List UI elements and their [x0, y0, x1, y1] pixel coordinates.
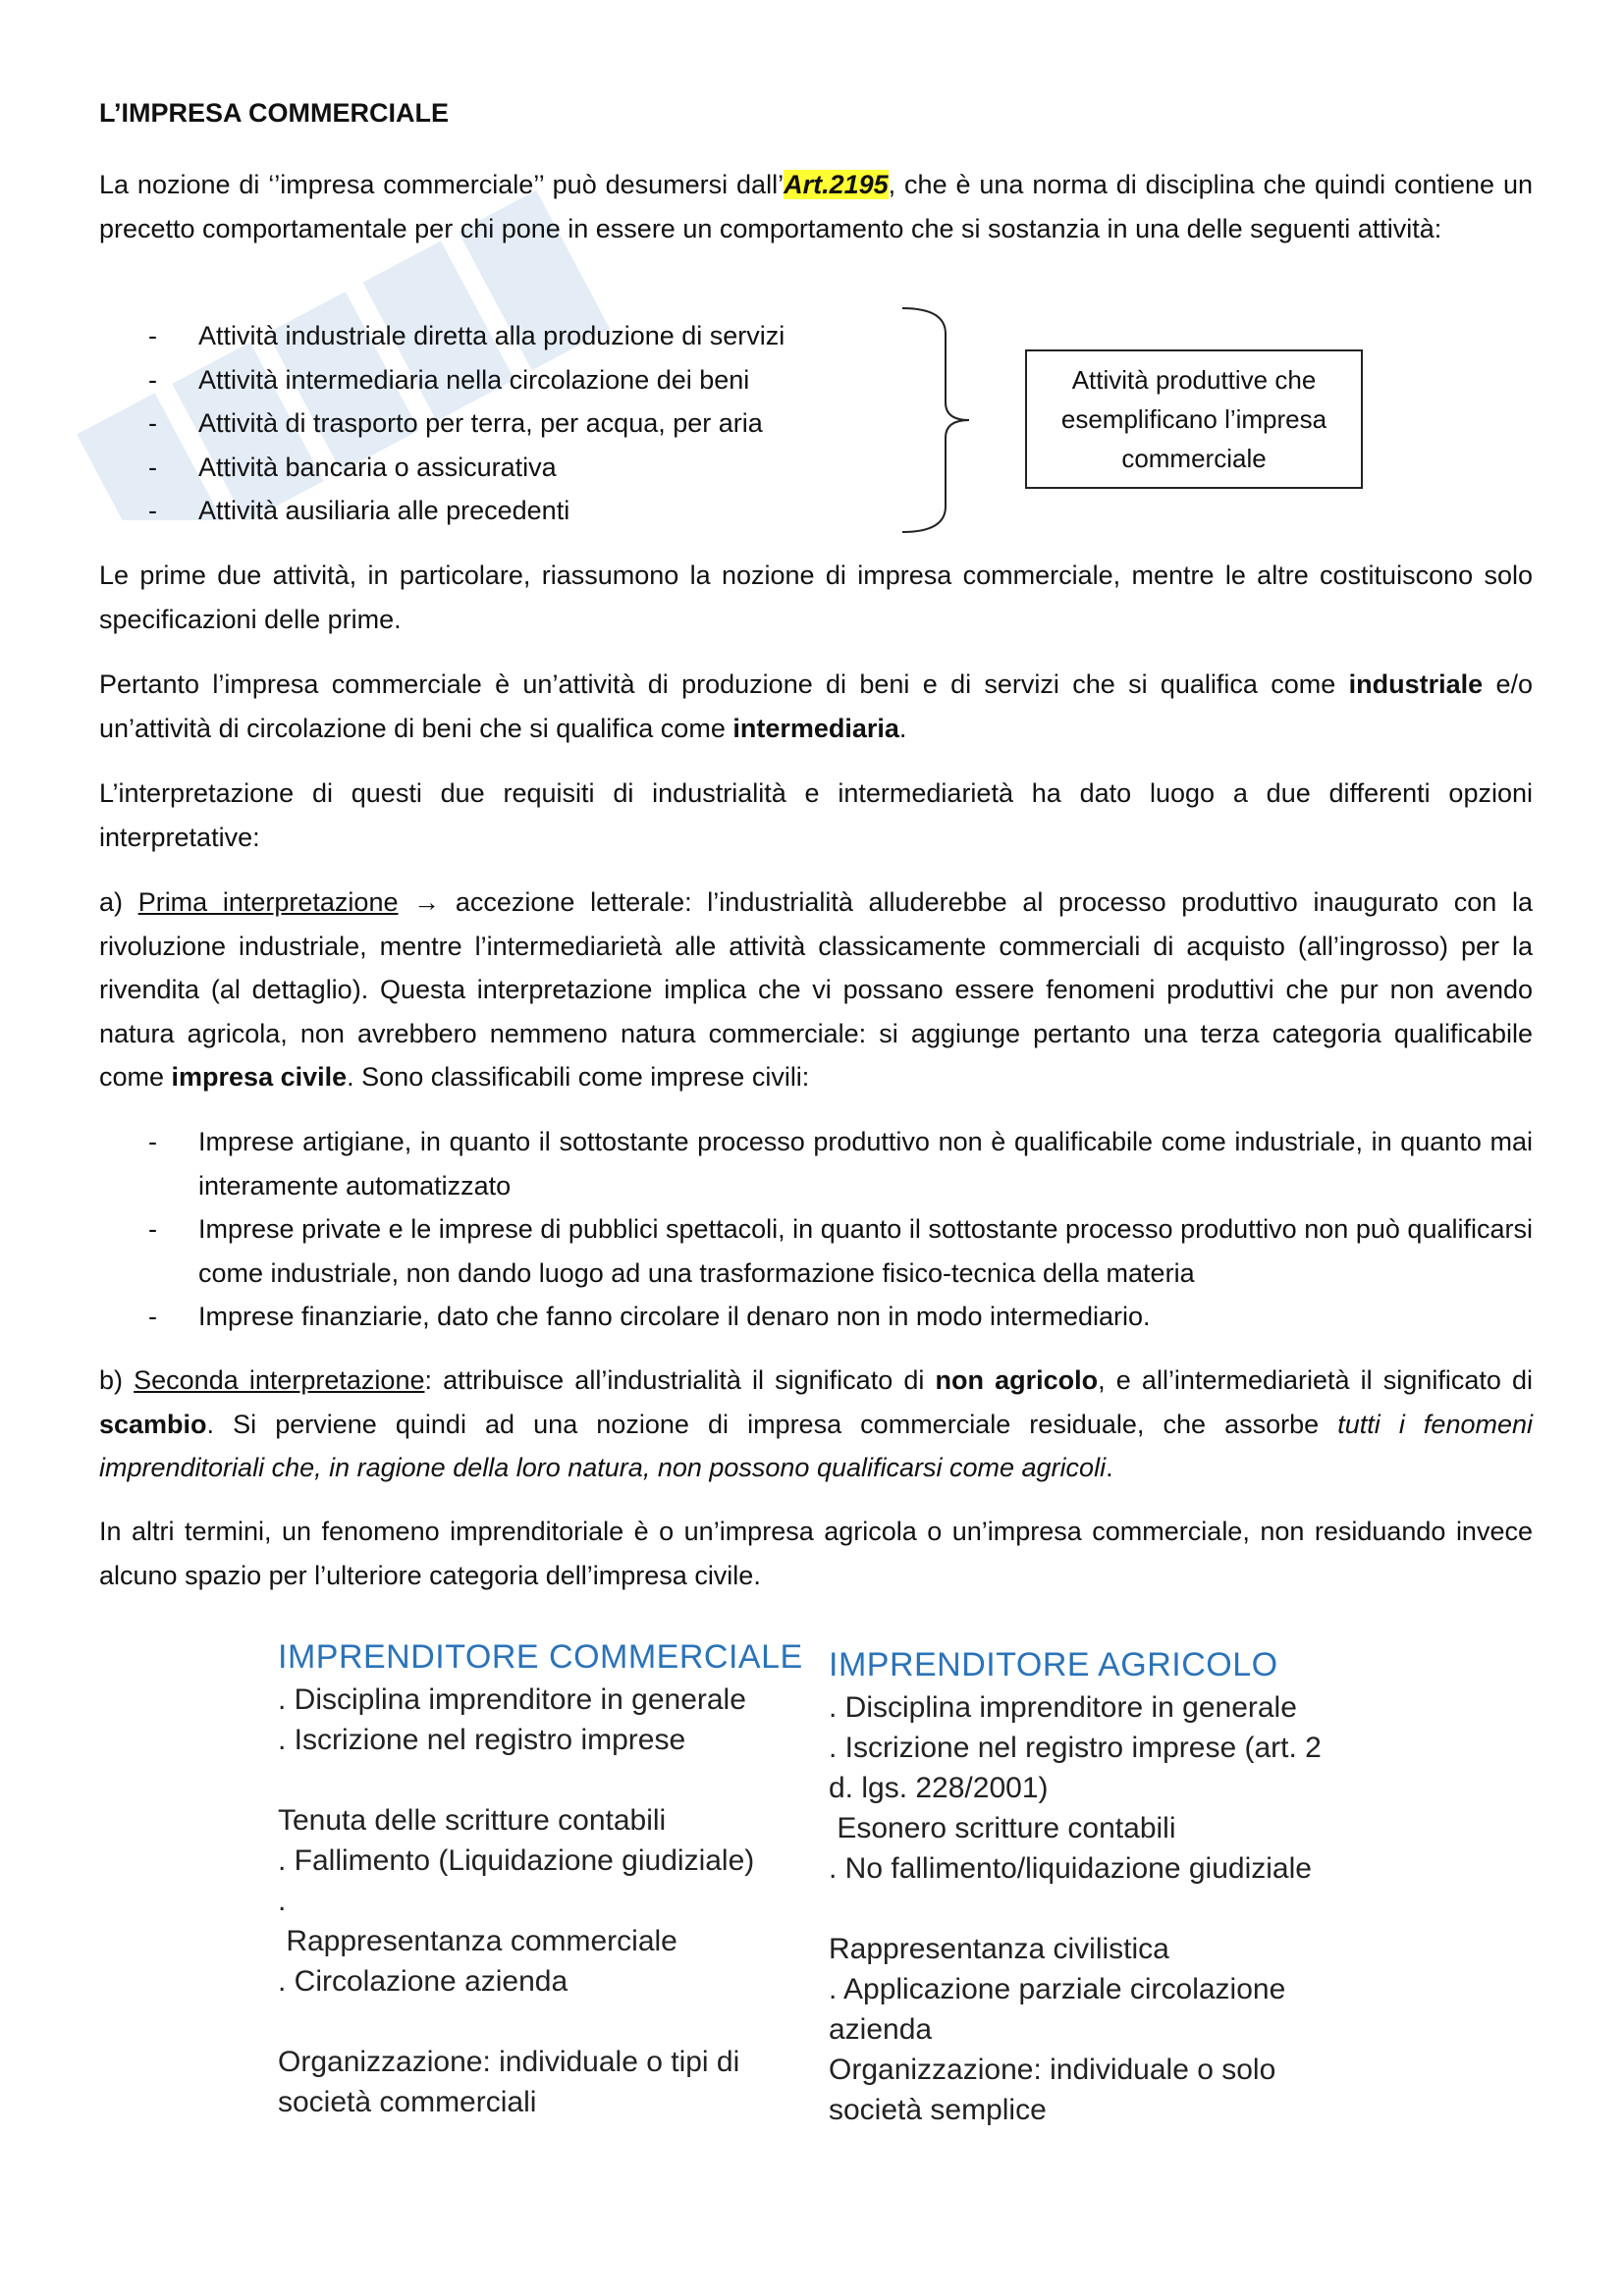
first-interp-label: Prima interpretazione: [137, 887, 399, 917]
article-reference: Art.2195: [784, 170, 889, 199]
activities-list: [99, 314, 924, 533]
paragraph-altri-termini: In altri termini, un fenomeno imprenditoriale è o un’impresa agricola o un’impresa commerciale, non residuando invece alcuno spazio per l’ulteriore categoria dell’impresa civile.: [99, 1517, 1533, 1590]
civil-enterprises-list: [99, 1120, 1533, 1339]
intro-paragraph: [99, 163, 1533, 250]
annotation-box: Attività produttive che esemplificano l’impresa commerciale: [1025, 349, 1363, 489]
list-item: - Imprese finanziarie, dato che fanno circolare il denaro non in modo intermediario.: [148, 1302, 1151, 1331]
paragraph-prime: Le prime due attività, in particolare, riassumono la nozione di impresa commerciale, mentre le altre costituiscono solo specificazioni delle prime.: [99, 561, 1533, 634]
heading-commerciale: IMPRENDITORE COMMERCIALE: [278, 1638, 803, 1676]
list-item: - Attività ausiliaria alle precedenti: [148, 496, 570, 525]
list-item: - Attività intermediaria nella circolazione dei beni: [148, 364, 750, 395]
paragraph-interpretazione: L’interpretazione di questi due requisiti di industrialità e intermediarietà ha dato luogo a due differenti opzioni interpretative:: [99, 778, 1533, 852]
curly-brace-icon: [898, 304, 997, 536]
second-interp-label: Seconda interpretazione: [134, 1365, 425, 1395]
list-item: - Attività di trasporto per terra, per acqua, per aria: [148, 408, 763, 438]
page-title: L’IMPRESA COMMERCIALE: [99, 98, 450, 128]
paragraph-pertanto: Pertanto l’impresa commerciale è un’attività di produzione di beni e di servizi che si qualifica come industriale e/o un’attività di circolazione di beni che si qualifica come intermediaria.: [99, 669, 1533, 743]
list-item: - Imprese artigiane, in quanto il sottostante processo produttivo non è qualificabile come industriale, in quanto mai interamente automatizzato: [148, 1127, 1533, 1201]
second-interpretation: b) Seconda interpretazione: attribuisce all’industrialità il significato di non agricolo, e all’intermediarietà il significato di scambio. Si perviene quindi ad una nozione di impresa commerciale residuale, che assorbe tutti i fenomeni imprenditoriali che, in ragione della loro natura, non possono qualificarsi come agricoli.: [99, 1365, 1533, 1482]
comparison-commerciale: IMPRENDITORE COMMERCIALE . Disciplina imprenditore in generale . Iscrizione nel registro imprese Tenuta delle scritture contabili . Fallimento (Liquidazione giudiziale) . Rappresentanza commerciale . Circolazione azienda Organizzazione: individuale o tipi di società commerciali: [278, 1637, 808, 2122]
intro-text-2: , che è una norma di disciplina che quindi contiene un precetto comportamentale per chi pone in essere un comportamento che si sostanzia in una delle seguenti attività:: [99, 170, 1533, 243]
list-item: - Imprese private e le imprese di pubblici spettacoli, in quanto il sottostante processo produttivo non può qualificarsi come industriale, non dando luogo ad una trasformazione fisico-tecnica della materia: [148, 1214, 1533, 1288]
heading-agricolo: IMPRENDITORE AGRICOLO: [829, 1646, 1278, 1683]
first-interpretation: a) Prima interpretazione → accezione letterale: l’industrialità alluderebbe al processo produttivo inaugurato con la rivoluzione industriale, mentre l’intermediarietà alle attività classicamente commerciali di acquisto (all’ingrosso) per la rivendita (al dettaglio). Questa interpretazione implica che vi possano essere fenomeni produttivi che pur non avendo natura agricola, non avrebbero nemmeno natura commerciale: si aggiunge pertanto una terza categoria qualificabile come impresa civile. Sono classificabili come imprese civili:: [99, 887, 1533, 1092]
list-item: - Attività industriale diretta alla produzione di servizi: [148, 321, 785, 350]
list-item: - Attività bancaria o assicurativa: [148, 452, 557, 482]
comparison-agricolo: IMPRENDITORE AGRICOLO . Disciplina imprenditore in generale . Iscrizione nel registro imprese (art. 2 d. lgs. 228/2001) Esonero scritture contabili . No fallimento/liquidazione giudiziale Rappresentanza civilistica . Applicazione parziale circolazione azienda Organizzazione: individuale o solo società semplice: [829, 1645, 1379, 2130]
intro-text-1: La nozione di ‘’impresa commerciale’’ può desumersi dall’: [99, 170, 785, 199]
